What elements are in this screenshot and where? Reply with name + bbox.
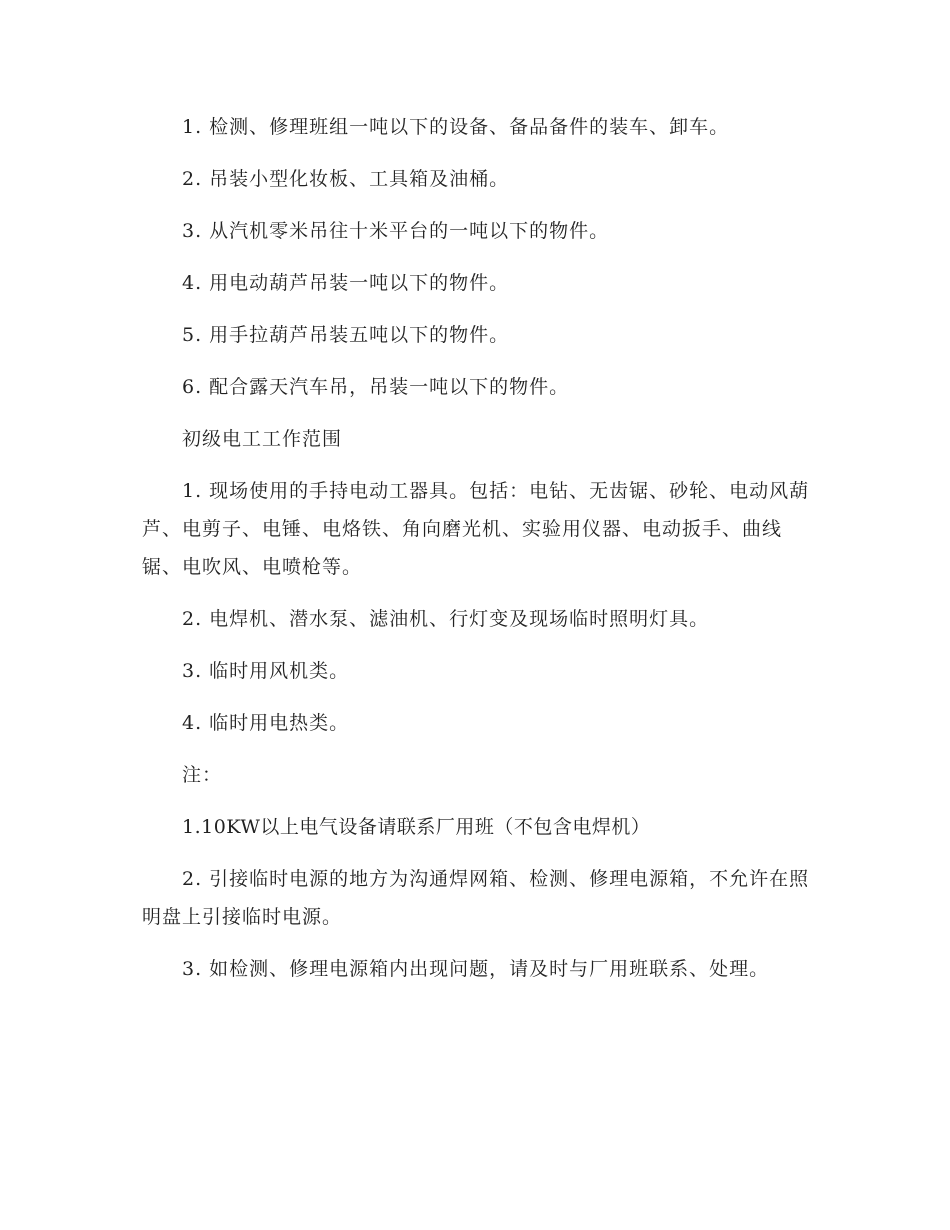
section-heading: 初级电工工作范围 — [182, 428, 343, 450]
paragraph-9: 3. 临时用风机类。 — [182, 660, 350, 682]
paragraph-4: 4. 用电动葫芦吊装一吨以下的物件。 — [182, 272, 510, 294]
document-body — [142, 108, 814, 1002]
paragraph-10: 4. 临时用电热类。 — [182, 712, 350, 734]
paragraph-7: 1. 现场使用的手持电动工器具。包括：电钻、无齿锯、砂轮、电动风葫芦、电剪子、电锤、电烙铁、角向磨光机、实验用仪器、电动扳手、曲线锯、电吹风、电喷枪等。 — [142, 480, 810, 578]
note-item-3: 3. 如检测、修理电源箱内出现问题，请及时与厂用班联系、处理。 — [182, 958, 770, 980]
paragraph-6: 6. 配合露天汽车吊，吊装一吨以下的物件。 — [182, 376, 570, 398]
paragraph-2: 2. 吊装小型化妆板、工具箱及油桶。 — [182, 168, 510, 190]
paragraph-1: 1. 检测、修理班组一吨以下的设备、备品备件的装车、卸车。 — [182, 116, 730, 138]
note-label: 注： — [182, 764, 223, 786]
note-item-1: 1.10KW以上电气设备请联系厂用班（不包含电焊机） — [182, 816, 651, 838]
paragraph-8: 2. 电焊机、潜水泵、滤油机、行灯变及现场临时照明灯具。 — [182, 608, 710, 630]
note-item-2: 2. 引接临时电源的地方为沟通焊网箱、检测、修理电源箱，不允许在照明盘上引接临时电源。 — [142, 868, 810, 928]
paragraph-3: 3. 从汽机零米吊往十米平台的一吨以下的物件。 — [182, 220, 610, 242]
paragraph-5: 5. 用手拉葫芦吊装五吨以下的物件。 — [182, 324, 510, 346]
